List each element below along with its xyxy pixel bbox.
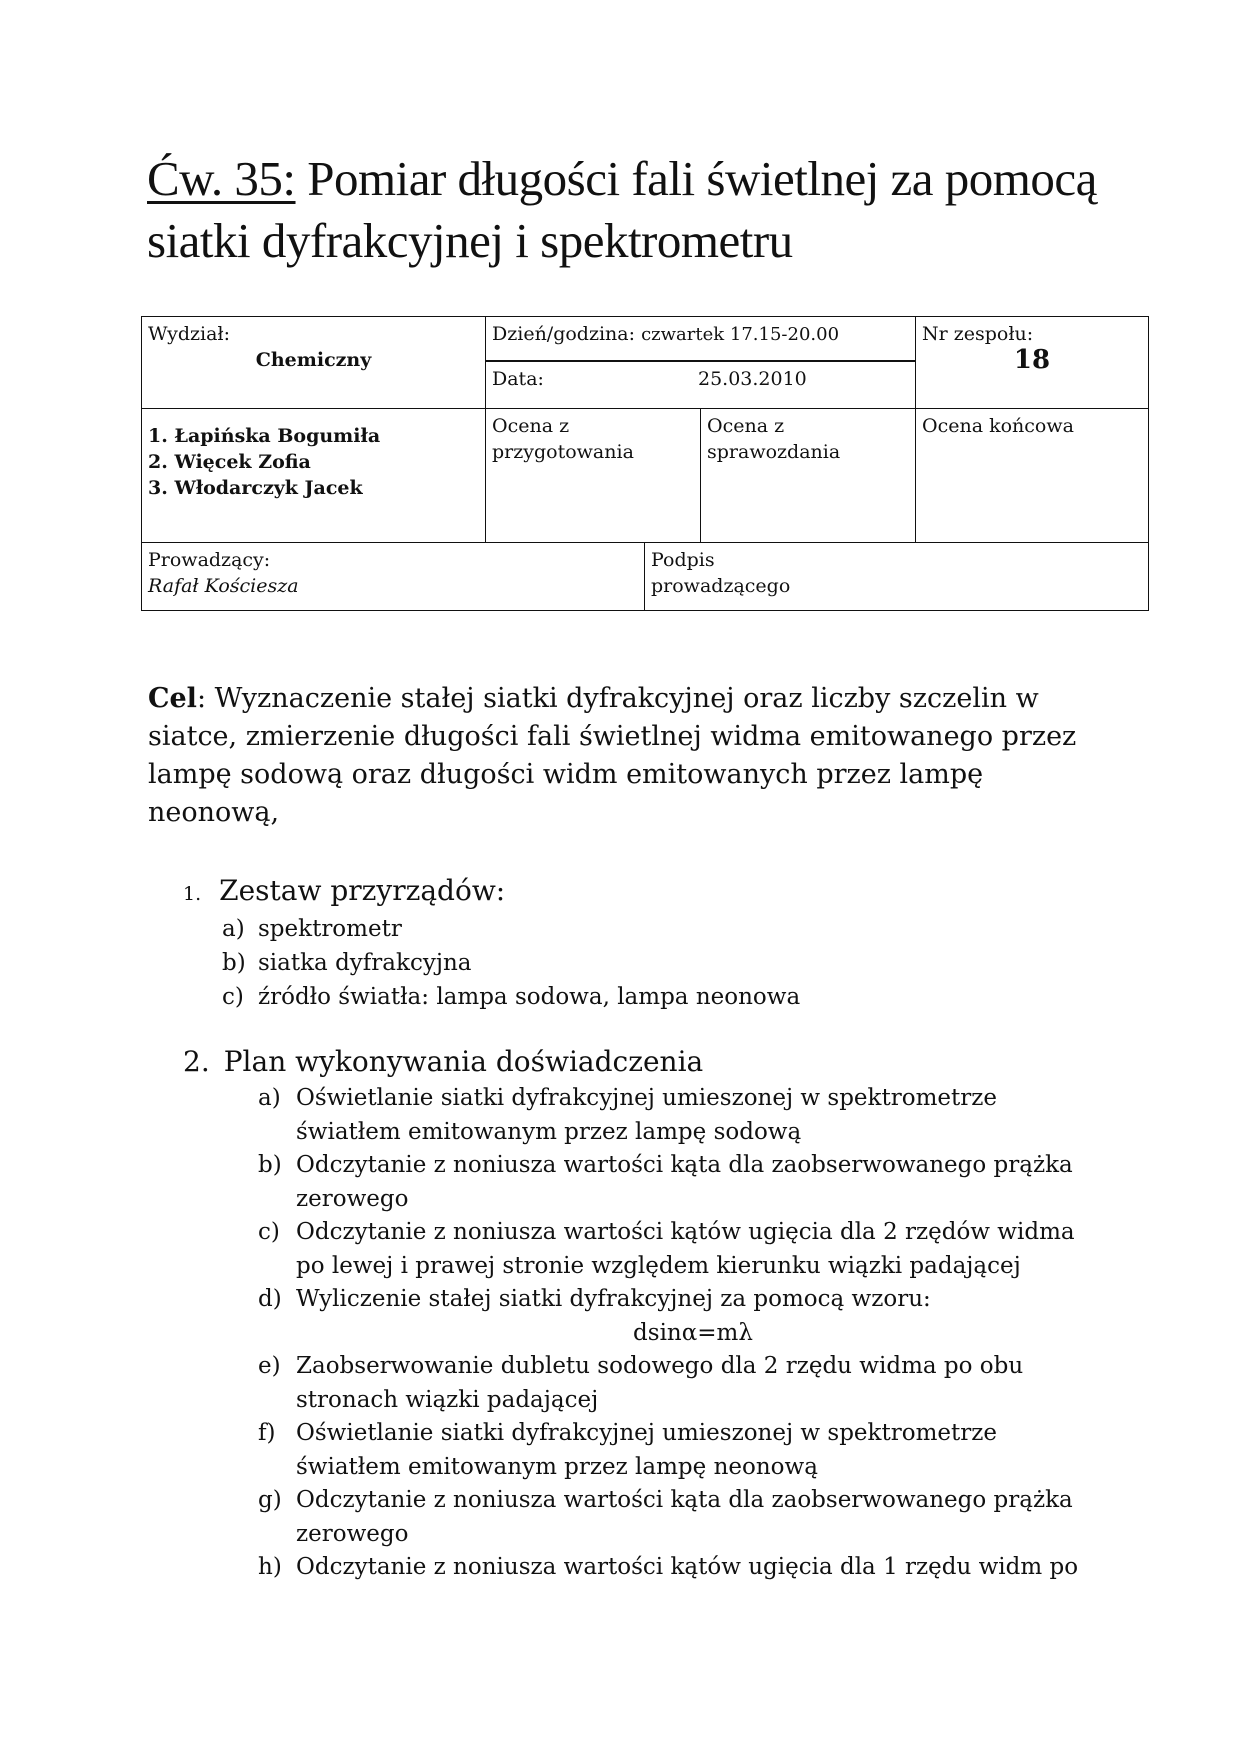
list-text: Odczytanie z noniusza wartości kąta dla zaobserwowanego prążka zerowego [296, 1487, 1073, 1547]
exercise-number: Ćw. 35: [147, 151, 296, 206]
list-item [258, 1283, 1088, 1317]
members-cell [142, 409, 486, 543]
list-marker: g) [258, 1487, 282, 1513]
section-1-title: Zestaw przyrządów: [219, 874, 506, 907]
day-hour-value: czwartek 17.15-20.00 [641, 324, 840, 345]
list-marker: c) [222, 984, 244, 1010]
list-text: Odczytanie z noniusza wartości kąta dla zaobserwowanego prążka zerowego [296, 1152, 1073, 1212]
date-cell [486, 361, 916, 409]
goal-text: : Wyznaczenie stałej siatki dyfrakcyjnej oraz liczby szczelin w siatce, zmierzenie długości fali świetlnej widma emitowanego przez lampę sodową oraz długości widm emitowanych przez lampę neonową, [148, 683, 1077, 828]
list-marker: f) [258, 1420, 276, 1446]
list-marker: e) [258, 1353, 281, 1379]
member-3: 3. Włodarczyk Jacek [148, 477, 363, 499]
grade-prep-cell [486, 409, 701, 543]
list-text: siatka dyfrakcyjna [258, 950, 472, 976]
signature-label-1: Podpis [651, 549, 715, 571]
grade-prep-label: Ocena z przygotowania [492, 415, 634, 463]
section-1-heading [183, 874, 505, 907]
date-label: Data: [492, 367, 544, 390]
signature-label-2: prowadzącego [651, 575, 791, 597]
equipment-list [222, 912, 1022, 1014]
list-text: Odczytanie z noniusza wartości kątów ugięcia dla 2 rzędów widma po lewej i prawej stronie względem kierunku wiązki padającej [296, 1219, 1075, 1279]
signature-cell [645, 543, 1149, 611]
goal-paragraph [148, 680, 1078, 832]
list-text: Wyliczenie stałej siatki dyfrakcyjnej za pomocą wzoru: [296, 1286, 931, 1312]
date-value: 25.03.2010 [697, 367, 807, 390]
list-item [258, 1350, 1088, 1417]
section-1-number: 1. [183, 883, 202, 905]
list-text: Zaobserwowanie dubletu sodowego dla 2 rzędu widma po obu stronach wiązki padającej [296, 1353, 1024, 1413]
list-item [258, 1484, 1088, 1551]
member-1: 1. Łapińska Bogumiła [148, 425, 381, 447]
faculty-label: Wydział: [148, 323, 230, 345]
list-text: spektrometr [258, 916, 402, 942]
instructor-label: Prowadzący: [148, 549, 271, 571]
goal-label: Cel [148, 683, 197, 714]
grade-report-label: Ocena z sprawozdania [707, 415, 841, 463]
list-text: Odczytanie z noniusza wartości kątów ugięcia dla 1 rzędu widm po [296, 1554, 1079, 1580]
list-item [222, 980, 1022, 1014]
list-marker: a) [258, 1085, 281, 1111]
team-label: Nr zespołu: [922, 323, 1034, 345]
list-marker: a) [222, 916, 245, 942]
grade-final-label: Ocena końcowa [922, 415, 1074, 437]
section-2-title: Plan wykonywania doświadczenia [223, 1045, 704, 1078]
member-2: 2. Więcek Zofia [148, 451, 311, 473]
list-text: źródło światła: lampa sodowa, lampa neonowa [258, 984, 801, 1010]
list-item [258, 1551, 1088, 1585]
list-marker: b) [222, 950, 246, 976]
instructor-cell [142, 543, 645, 611]
list-marker: c) [258, 1219, 280, 1245]
list-item [258, 1082, 1088, 1149]
grade-final-cell [916, 409, 1149, 543]
document-title [147, 148, 1107, 272]
team-value: 18 [1013, 345, 1051, 375]
team-cell [916, 317, 1149, 409]
list-text: Oświetlanie siatki dyfrakcyjnej umieszonej w spektrometrze światłem emitowanym przez lampę neonową [296, 1420, 997, 1480]
formula: dsinα=mλ [633, 1319, 753, 1346]
procedure-list [258, 1082, 1088, 1585]
list-item [222, 912, 1022, 946]
faculty-cell [142, 317, 486, 409]
list-marker: b) [258, 1152, 282, 1178]
list-item [258, 1149, 1088, 1216]
title-text: Pomiar długości fali świetlnej za pomocą siatki dyfrakcyjnej i spektrometru [147, 151, 1097, 268]
info-table [141, 316, 1149, 611]
day-hour-label: Dzień/godzina: [492, 323, 636, 345]
list-text: Oświetlanie siatki dyfrakcyjnej umieszonej w spektrometrze światłem emitowanym przez lampę sodową [296, 1085, 997, 1145]
section-2-number: 2. [183, 1045, 210, 1078]
list-marker: d) [258, 1286, 282, 1312]
day-hour-cell [486, 317, 916, 361]
grade-report-cell [701, 409, 916, 543]
faculty-value: Chemiczny [255, 349, 372, 371]
list-marker: h) [258, 1554, 282, 1580]
section-2-heading [183, 1045, 703, 1078]
instructor-value: Rafał Kościesza [148, 575, 299, 597]
list-item [258, 1216, 1088, 1283]
list-item [222, 946, 1022, 980]
list-item [258, 1417, 1088, 1484]
